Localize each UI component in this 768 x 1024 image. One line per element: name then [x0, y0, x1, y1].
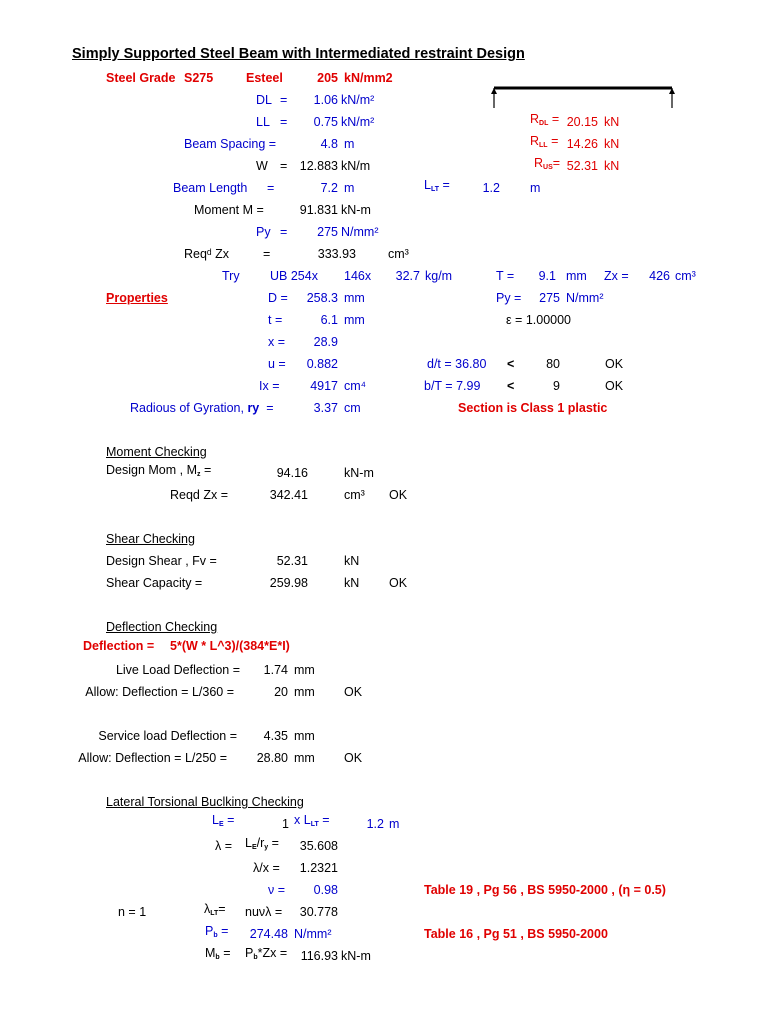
live-deflection-unit: mm [294, 663, 315, 677]
x-label: x = [268, 335, 286, 349]
py-value: 275 [317, 225, 338, 239]
steel-grade-label: Steel Grade [106, 71, 176, 85]
design-mom-value: 94.16 [276, 466, 308, 480]
bt-limit: 9 [553, 379, 560, 393]
allow1-status: OK [344, 685, 363, 699]
tw-unit: mm [344, 313, 365, 327]
bt-label: b/T = 7.99 [424, 379, 481, 393]
dt-limit: 80 [546, 357, 560, 371]
d-value: 258.3 [306, 291, 338, 305]
table19-note: Table 19 , Pg 56 , BS 5950-2000 , (η = 0.5) [424, 883, 666, 897]
nu-label: ν = [268, 883, 286, 897]
ix-value: 4917 [310, 379, 338, 393]
tw-label: t = [268, 313, 283, 327]
rus-value: 52.31 [566, 159, 598, 173]
moment-check-heading: Moment Checking [106, 445, 207, 459]
lambda-x-value: 1.2321 [299, 861, 338, 875]
ll-unit: kN/m² [341, 115, 375, 129]
x-value: 28.9 [313, 335, 338, 349]
page-title: Simply Supported Steel Beam with Intermediated restraint Design [72, 46, 525, 62]
t-unit: mm [566, 269, 587, 283]
u-label: u = [268, 357, 286, 371]
py2-unit: N/mm² [566, 291, 604, 305]
ry-unit: cm [344, 401, 361, 415]
lambda-x-label: λ/x = [253, 861, 280, 875]
allow2-value: 28.80 [256, 751, 288, 765]
allow2-unit: mm [294, 751, 315, 765]
design-shear-label: Design Shear , Fv = [106, 554, 217, 568]
t-value: 9.1 [538, 269, 556, 283]
allow1-unit: mm [294, 685, 315, 699]
mb-expr: $P_b*Zx$ = [245, 946, 288, 961]
properties-heading: Properties [106, 291, 168, 305]
rdl-unit: kN [604, 115, 620, 129]
reqzx-unit: cm³ [388, 247, 409, 261]
design-mom-label: Design Mom , $M_z$ = [106, 463, 212, 478]
dl-unit: kN/m² [341, 93, 375, 107]
bt-status: OK [605, 379, 624, 393]
ll-value: 0.75 [313, 115, 338, 129]
zx-unit: cm³ [675, 269, 696, 283]
py2-label: Py = [496, 291, 522, 305]
ll-label: LL [256, 115, 270, 129]
service-deflection-value: 4.35 [263, 729, 288, 743]
rll-value: 14.26 [566, 137, 598, 151]
le-value: 1.2 [366, 817, 384, 831]
spacing-label: Beam Spacing = [184, 137, 277, 151]
ry-value: 3.37 [313, 401, 338, 415]
rll-unit: kN [604, 137, 620, 151]
llt-label: $L_{LT}$ = [424, 178, 450, 193]
esteel-value: 205 [317, 71, 338, 85]
spacing-value: 4.8 [320, 137, 338, 151]
moment-unit: kN-m [341, 203, 371, 217]
le-unit: m [389, 817, 400, 831]
shear-check-heading: Shear Checking [106, 532, 195, 546]
py-label: Py [256, 225, 271, 239]
t-label: T = [496, 269, 515, 283]
section-weight-unit: kg/m [425, 269, 453, 283]
steel-grade-value: S275 [184, 71, 214, 85]
shear-capacity-unit: kN [344, 576, 360, 590]
moment-value: 91.831 [299, 203, 338, 217]
deflection-formula-label: Deflection = [83, 639, 155, 653]
llt-unit: m [530, 181, 541, 195]
live-deflection-label: Live Load Deflection = [115, 663, 240, 677]
rus-unit: kN [604, 159, 620, 173]
esteel-label: Esteel [246, 71, 283, 85]
beam-diagram [490, 84, 680, 110]
le-factor: 1 [282, 817, 289, 831]
spacing-unit: m [344, 137, 355, 151]
le-label: $L_E$ = [212, 813, 235, 828]
service-deflection-label: Service load Deflection = [98, 729, 237, 743]
design-shear-unit: kN [344, 554, 360, 568]
reqd-zx-label: Reqd Zx = [170, 488, 229, 502]
lambda-value: 35.608 [299, 839, 338, 853]
length-value: 7.2 [320, 181, 338, 195]
deflection-check-heading: Deflection Checking [106, 620, 218, 634]
reqzx-label: Reqᵈ Zx [184, 247, 230, 261]
table16-note: Table 16 , Pg 51 , BS 5950-2000 [424, 927, 608, 941]
live-deflection-value: 1.74 [263, 663, 288, 677]
allow1-value: 20 [274, 685, 288, 699]
moment-status: OK [389, 488, 408, 502]
reqd-zx-unit: cm³ [344, 488, 365, 502]
tw-value: 6.1 [320, 313, 338, 327]
allow2-label: Allow: Deflection = L/250 = [78, 751, 227, 765]
section-dim2: 146x [344, 269, 372, 283]
mb-value: 116.93 [300, 949, 338, 963]
lambda-lt-value: 30.778 [299, 905, 338, 919]
shear-status: OK [389, 576, 408, 590]
rll-label: $R_{LL}$ = [530, 134, 559, 149]
reqzx-value: 333.93 [317, 247, 356, 261]
lambda-lt-expr: nuνλ = [245, 905, 283, 919]
try-label: Try [222, 269, 240, 283]
design-shear-value: 52.31 [276, 554, 308, 568]
length-label: Beam Length [173, 181, 248, 195]
allow1-label: Allow: Deflection = L/360 = [85, 685, 234, 699]
py-unit: N/mm² [341, 225, 379, 239]
lambda-lt-label: $\lambda_{LT}=$ [204, 902, 226, 917]
d-unit: mm [344, 291, 365, 305]
design-mom-unit: kN-m [344, 466, 374, 480]
allow2-status: OK [344, 751, 363, 765]
zx-label: Zx = [604, 269, 629, 283]
bt-lt: < [507, 379, 515, 393]
dl-label: DL [256, 93, 272, 107]
d-label: D = [268, 291, 288, 305]
dl-value: 1.06 [313, 93, 338, 107]
rdl-label: $R_{DL}$ = [530, 112, 560, 127]
deflection-formula: 5*(W * L^3)/(384*E*I) [170, 639, 290, 653]
pb-value: 274.48 [249, 927, 288, 941]
n-label: n = 1 [118, 905, 147, 919]
lambda-label: λ = [215, 839, 233, 853]
length-unit: m [344, 181, 355, 195]
moment-label: Moment M = [194, 203, 264, 217]
w-unit: kN/m [341, 159, 371, 173]
zx-value: 426 [649, 269, 670, 283]
esteel-unit: kN/mm2 [344, 71, 393, 85]
u-value: 0.882 [306, 357, 338, 371]
dt-lt: < [507, 357, 515, 371]
ry-label: Radious of Gyration, ry = [130, 401, 274, 415]
le-x: x $L_{LT}$ = [294, 813, 330, 828]
rdl-value: 20.15 [566, 115, 598, 129]
dt-label: d/t = 36.80 [427, 357, 487, 371]
w-value: 12.883 [299, 159, 338, 173]
pb-label: $P_b$ = [205, 924, 229, 939]
shear-capacity-value: 259.98 [269, 576, 308, 590]
section-weight: 32.7 [395, 269, 420, 283]
service-deflection-unit: mm [294, 729, 315, 743]
lambda-expr: $L_E/r_y$ = [245, 836, 279, 851]
pb-unit: N/mm² [294, 927, 332, 941]
shear-capacity-label: Shear Capacity = [106, 576, 203, 590]
reqd-zx-value: 342.41 [269, 488, 308, 502]
ix-label: Ix = [259, 379, 280, 393]
ltb-heading: Lateral Torsional Buclking Checking [106, 795, 304, 809]
epsilon: ε = 1.00000 [506, 313, 572, 327]
section-name: UB 254x [270, 269, 318, 283]
mb-unit: kN-m [341, 949, 371, 963]
llt-value: 1.2 [482, 181, 500, 195]
dt-status: OK [605, 357, 624, 371]
ix-unit: cm⁴ [344, 379, 367, 393]
class-note: Section is Class 1 plastic [458, 401, 608, 415]
rus-label: $R_{US}=$ [534, 156, 561, 171]
mb-label: $M_b$ = [205, 946, 231, 961]
w-label: W [256, 159, 268, 173]
nu-value: 0.98 [313, 883, 338, 897]
py2-value: 275 [539, 291, 560, 305]
